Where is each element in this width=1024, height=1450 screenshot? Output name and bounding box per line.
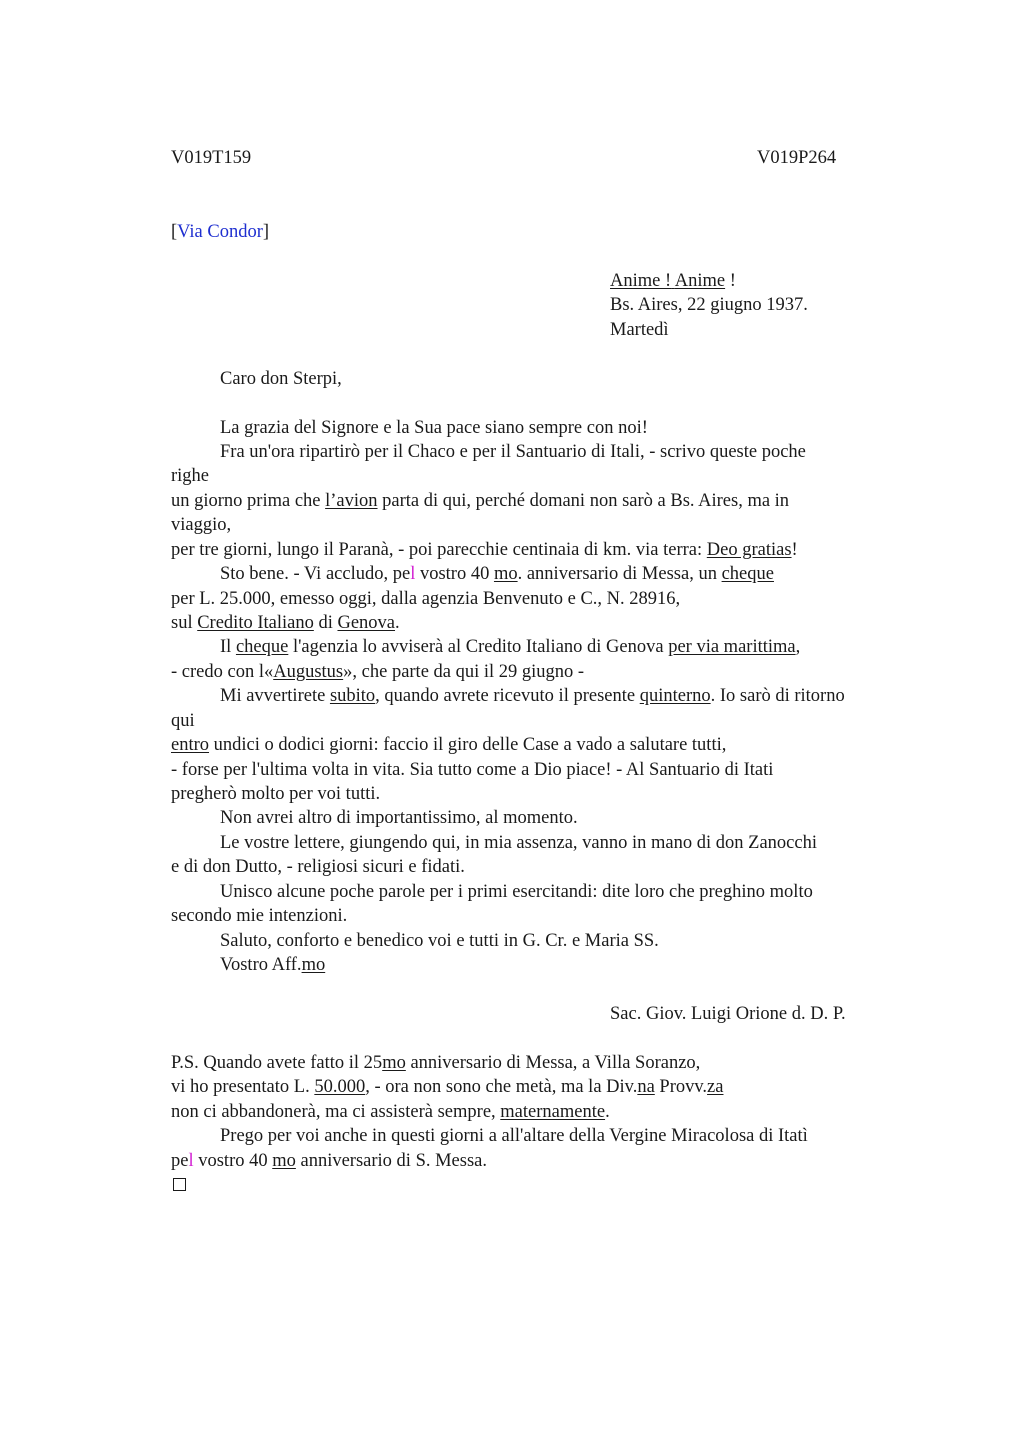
weekday: Martedì	[610, 320, 669, 340]
anime-heading: Anime ! Anime !	[610, 271, 736, 291]
salutation: Caro don Sterpi,	[220, 369, 342, 389]
body-line: sul Credito Italiano di Genova.	[171, 613, 400, 633]
via-line: [Via Condor]	[171, 222, 270, 242]
place-date: Bs. Aires, 22 giugno 1937.	[610, 295, 808, 315]
body-line: pregherò molto per voi tutti.	[171, 784, 381, 804]
postscript-line: Prego per voi anche in questi giorni a all'altare della Vergine Miracolosa di Itatì	[220, 1126, 808, 1146]
body-line: righe	[171, 466, 210, 486]
body-line: e di don Dutto, - religiosi sicuri e fidati.	[171, 857, 465, 877]
body-line: qui	[171, 711, 195, 731]
body-line: Fra un'ora ripartirò per il Chaco e per il Santuario di Itali, - scrivo queste poche	[220, 442, 806, 462]
postscript-line: pel vostro 40 mo anniversario di S. Messa.	[171, 1151, 488, 1171]
body-line: viaggio,	[171, 515, 232, 535]
end-box-icon	[173, 1174, 186, 1198]
body-line: Saluto, conforto e benedico voi e tutti in G. Cr. e Maria SS.	[220, 931, 659, 951]
body-line: Unisco alcune poche parole per i primi esercitandi: dite loro che preghino molto	[220, 882, 813, 902]
via-condor-link[interactable]: Via Condor	[177, 222, 263, 242]
closing: Vostro Aff.mo	[220, 955, 326, 975]
postscript-line: non ci abbandonerà, ma ci assisterà sempre, maternamente.	[171, 1102, 610, 1122]
body-line: per L. 25.000, emesso oggi, dalla agenzia Benvenuto e C., N. 28916,	[171, 589, 681, 609]
body-line: per tre giorni, lungo il Paranà, - poi parecchie centinaia di km. via terra: Deo gratias!	[171, 540, 798, 560]
body-line: entro undici o dodici giorni: faccio il giro delle Case a vado a salutare tutti,	[171, 735, 727, 755]
doc-code-left: V019T159	[171, 148, 252, 168]
body-line: La grazia del Signore e la Sua pace siano sempre con noi!	[220, 418, 648, 438]
postscript-line: P.S. Quando avete fatto il 25mo anniversario di Messa, a Villa Soranzo,	[171, 1053, 701, 1073]
body-line: Le vostre lettere, giungendo qui, in mia assenza, vanno in mano di don Zanocchi	[220, 833, 817, 853]
body-line: secondo mie intenzioni.	[171, 906, 348, 926]
body-line: Non avrei altro di importantissimo, al momento.	[220, 808, 578, 828]
body-line: Mi avvertirete subito, quando avrete ricevuto il presente quinterno. Io sarò di ritorno	[220, 686, 845, 706]
doc-code-right: V019P264	[757, 148, 837, 168]
signature: Sac. Giov. Luigi Orione d. D. P.	[610, 1004, 846, 1024]
body-line: - credo con l«Augustus», che parte da qui il 29 giugno -	[171, 662, 585, 682]
body-line: un giorno prima che l’avion parta di qui, perché domani non sarò a Bs. Aires, ma in	[171, 491, 790, 511]
body-line: Sto bene. - Vi accludo, pel vostro 40 mo. anniversario di Messa, un cheque	[220, 564, 774, 584]
postscript-line: vi ho presentato L. 50.000, - ora non sono che metà, ma la Div.na Provv.za	[171, 1077, 724, 1097]
body-line: Il cheque l'agenzia lo avviserà al Credito Italiano di Genova per via marittima,	[220, 637, 801, 657]
body-line: - forse per l'ultima volta in vita. Sia tutto come a Dio piace! - Al Santuario di Itati	[171, 760, 774, 780]
